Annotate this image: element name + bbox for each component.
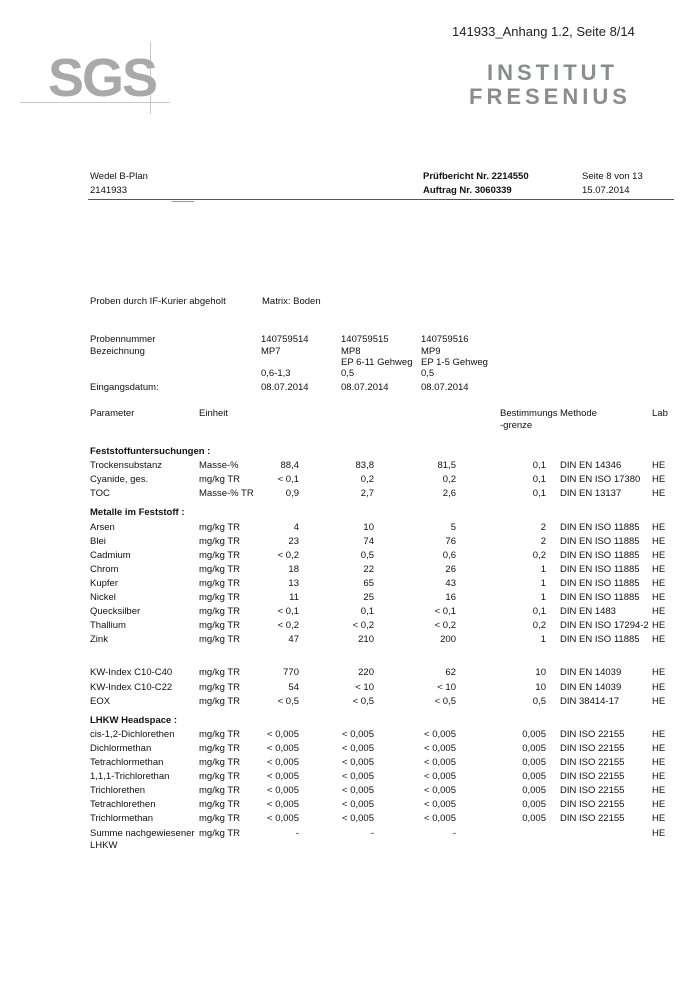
method-cell: DIN EN 14039	[560, 667, 622, 679]
lab-cell: HE	[652, 563, 666, 575]
sample-3-value: 0,2	[442, 474, 456, 486]
sample-1-value: 88,4	[280, 460, 299, 472]
unit-cell: mg/kg TR	[199, 813, 241, 825]
method-cell: DIN ISO 22155	[560, 785, 625, 797]
unit-cell: mg/kg TR	[199, 771, 241, 783]
method-cell: DIN EN ISO 11885	[560, 563, 640, 575]
sample-1-value: < 0,005	[267, 785, 299, 797]
lab-cell: HE	[652, 620, 666, 632]
sample-3-value: < 0,1	[434, 606, 456, 618]
sample-1-value: < 0,1	[277, 606, 299, 618]
header-rule-mark	[172, 201, 194, 202]
sample-3-value: < 0,005	[424, 757, 456, 768]
sample-2-value: 22	[363, 563, 374, 575]
method-cell: DIN 38414-17	[560, 695, 620, 707]
method-cell: DIN EN ISO 11885	[560, 577, 640, 589]
sgs-logo	[44, 48, 164, 112]
sample-3-value: < 0,2	[434, 620, 456, 632]
sample-3-value: 2,6	[442, 488, 456, 500]
method-cell: DIN EN 1483	[560, 606, 616, 618]
page-number: Seite 8 von 13	[582, 171, 643, 182]
method-cell: DIN EN ISO 11885	[560, 592, 640, 603]
method-cell: DIN EN ISO 11885	[560, 634, 640, 646]
parameter-name-continued: LHKW	[90, 839, 118, 851]
sample-1-value: 13	[288, 577, 299, 589]
report-date: 15.07.2014	[582, 185, 630, 196]
limit-value: 0,005	[522, 757, 546, 768]
parameter-name: Zink	[90, 634, 108, 646]
method-cell: DIN ISO 22155	[560, 742, 625, 754]
method-cell: DIN EN ISO 11885	[560, 549, 640, 561]
method-cell: DIN ISO 22155	[560, 771, 625, 783]
limit-value: 2	[540, 535, 546, 547]
project-name: Wedel B-Plan	[90, 171, 148, 182]
unit-cell: mg/kg TR	[199, 606, 241, 618]
received-date-label: Eingangsdatum:	[90, 382, 159, 393]
limit-value: 0,5	[532, 695, 546, 707]
report-number: Prüfbericht Nr. 2214550	[423, 171, 529, 182]
parameter-name: cis-1,2-Dichlorethen	[90, 728, 175, 740]
sgs-logo-text: SGS	[48, 48, 157, 108]
sample-1-value: < 0,005	[267, 757, 299, 768]
lab-cell: HE	[652, 813, 666, 825]
limit-value: 10	[535, 681, 546, 693]
sample-number-label: Probennummer	[90, 334, 156, 345]
section-heading: LHKW Headspace :	[90, 714, 178, 726]
sample-1-value: 4	[293, 521, 299, 533]
sample-2-value: < 0,5	[352, 695, 374, 707]
sample-1-value: -	[295, 827, 299, 839]
sample-2-value: < 0,005	[342, 813, 374, 825]
sample-1-value: < 0,5	[277, 695, 299, 707]
sample-2-value: < 0,005	[342, 799, 374, 811]
limit-value: 1	[540, 592, 546, 603]
unit-cell: mg/kg TR	[199, 695, 241, 707]
sample-1-value: 770	[283, 667, 299, 679]
sample-1-value: < 0,005	[267, 813, 299, 825]
lab-cell: HE	[652, 827, 666, 839]
lab-cell: HE	[652, 634, 666, 646]
method-cell: DIN EN 14039	[560, 681, 622, 693]
limit-value: 0,1	[532, 460, 546, 472]
parameter-name: Summe nachgewiesener	[90, 827, 195, 839]
sample-3-value: < 0,005	[424, 799, 456, 811]
lab-cell: HE	[652, 757, 666, 768]
column-header-parameter: Parameter	[90, 408, 135, 419]
unit-cell: mg/kg TR	[199, 474, 241, 486]
sample-2-value: 83,8	[355, 460, 374, 472]
parameter-name: Kupfer	[90, 577, 118, 589]
method-cell: DIN EN 14346	[560, 460, 622, 472]
unit-cell: Masse-%	[199, 460, 239, 472]
sample-1-depth: 0,6-1,3	[261, 368, 291, 379]
lab-cell: HE	[652, 606, 666, 618]
lab-cell: HE	[652, 474, 666, 486]
limit-value: 0,1	[532, 474, 546, 486]
sample-2-name: MP8	[341, 346, 361, 357]
method-cell: DIN ISO 22155	[560, 799, 625, 811]
limit-value: 1	[540, 634, 546, 646]
parameter-name: Arsen	[90, 521, 115, 533]
method-cell: DIN ISO 22155	[560, 728, 625, 740]
sample-1-value: 11	[289, 592, 299, 603]
unit-cell: mg/kg TR	[199, 521, 241, 533]
parameter-name: Trichlorethen	[90, 785, 146, 797]
sample-2-value: 220	[358, 667, 374, 679]
lab-cell: HE	[652, 695, 666, 707]
sample-1-value: < 0,005	[267, 799, 299, 811]
sample-2-value: 2,7	[360, 488, 374, 500]
sample-1-value: 23	[288, 535, 299, 547]
method-cell: DIN ISO 22155	[560, 813, 625, 825]
unit-cell: mg/kg TR	[199, 563, 241, 575]
sample-2-number: 140759515	[341, 334, 389, 345]
limit-value: 0,005	[522, 771, 546, 783]
section-heading: Metalle im Feststoff :	[90, 507, 185, 519]
sample-1-value: 54	[288, 681, 299, 693]
lab-cell: HE	[652, 549, 666, 561]
sample-2-value: < 0,005	[342, 771, 374, 783]
sample-3-value: < 0,005	[424, 771, 456, 783]
lab-cell: HE	[652, 799, 666, 811]
unit-cell: mg/kg TR	[199, 549, 241, 561]
sample-3-value: 76	[445, 535, 456, 547]
column-header-limit: Bestimmungs	[500, 408, 558, 419]
document-reference: 141933_Anhang 1.2, Seite 8/14	[452, 24, 635, 39]
sample-3-value: -	[452, 827, 456, 839]
sample-1-value: < 0,005	[267, 771, 299, 783]
lab-cell: HE	[652, 742, 666, 754]
sample-2-date: 08.07.2014	[341, 382, 389, 393]
parameter-name: EOX	[90, 695, 111, 707]
limit-value: 0,1	[532, 606, 546, 618]
unit-cell: mg/kg TR	[199, 667, 241, 679]
sample-2-value: < 0,005	[342, 757, 374, 768]
limit-value: 0,005	[522, 728, 546, 740]
unit-cell: mg/kg TR	[199, 634, 241, 646]
lab-cell: HE	[652, 535, 666, 547]
sample-2-depth: 0,5	[341, 368, 355, 379]
sample-3-value: 62	[445, 667, 456, 679]
limit-value: 0,005	[522, 742, 546, 754]
sample-1-date: 08.07.2014	[261, 382, 309, 393]
method-cell: DIN EN ISO 11885	[560, 521, 640, 533]
sample-3-value: 5	[450, 521, 456, 533]
column-header-limit-2: -grenze	[500, 420, 533, 431]
parameter-name: Trichlormethan	[90, 813, 154, 825]
parameter-name: Dichlormethan	[90, 742, 152, 754]
sample-2-value: < 0,005	[342, 742, 374, 754]
header-rule	[88, 199, 674, 200]
sample-3-value: 81,5	[437, 460, 456, 472]
sample-2-value: < 0,005	[342, 785, 374, 797]
sample-1-value: < 0,005	[267, 742, 299, 754]
sample-3-value: < 0,005	[424, 813, 456, 825]
unit-cell: mg/kg TR	[199, 535, 241, 547]
limit-value: 0,2	[532, 549, 546, 561]
sample-1-value: < 0,2	[277, 620, 299, 632]
lab-cell: HE	[652, 681, 666, 693]
unit-cell: mg/kg TR	[199, 728, 241, 740]
sample-2-value: < 10	[355, 681, 374, 693]
sample-1-value: 0,9	[285, 488, 299, 500]
parameter-name: Tetrachlorethen	[90, 799, 156, 811]
sample-3-value: 16	[445, 592, 456, 603]
limit-value: 0,2	[532, 620, 546, 632]
sample-2-value: 10	[363, 521, 374, 533]
method-cell: DIN EN 13137	[560, 488, 622, 500]
sample-3-value: < 0,5	[434, 695, 456, 707]
lab-cell: HE	[652, 785, 666, 797]
sample-2-value: 65	[363, 577, 374, 589]
unit-cell: Masse-% TR	[199, 488, 254, 500]
parameter-name: Cadmium	[90, 549, 131, 561]
sample-designation-label: Bezeichnung	[90, 346, 145, 357]
institut-logo-line1: INSTITUT	[487, 60, 618, 85]
method-cell: DIN EN ISO 11885	[560, 535, 640, 547]
sample-3-value: 26	[445, 563, 456, 575]
lab-cell: HE	[652, 771, 666, 783]
parameter-name: Nickel	[90, 592, 116, 603]
sample-3-name: MP9	[421, 346, 441, 357]
sample-2-value: 210	[358, 634, 374, 646]
unit-cell: mg/kg TR	[199, 799, 241, 811]
column-header-lab: Lab	[652, 408, 668, 419]
column-header-unit: Einheit	[199, 408, 229, 419]
method-cell: DIN EN ISO 17380	[560, 474, 641, 486]
parameter-name: Blei	[90, 535, 106, 547]
limit-value: 1	[540, 563, 546, 575]
limit-value: 0,005	[522, 785, 546, 797]
project-number: 2141933	[90, 185, 127, 196]
sample-2-value: 25	[363, 592, 374, 603]
parameter-name: Quecksilber	[90, 606, 141, 618]
parameter-name: Tetrachlormethan	[90, 757, 164, 768]
limit-value: 0,1	[532, 488, 546, 500]
method-cell: DIN ISO 22155	[560, 757, 625, 768]
sample-3-number: 140759516	[421, 334, 469, 345]
sample-2-value: 0,5	[360, 549, 374, 561]
sample-1-value: 18	[288, 563, 299, 575]
unit-cell: mg/kg TR	[199, 620, 241, 632]
lab-cell: HE	[652, 592, 666, 603]
sample-2-value: 0,1	[360, 606, 374, 618]
lab-cell: HE	[652, 460, 666, 472]
limit-value: 0,005	[522, 799, 546, 811]
parameter-name: KW-Index C10-C40	[90, 667, 173, 679]
sample-1-value: < 0,005	[267, 728, 299, 740]
unit-cell: mg/kg TR	[199, 757, 241, 768]
sample-3-value: < 0,005	[424, 785, 456, 797]
unit-cell: mg/kg TR	[199, 827, 241, 839]
lab-cell: HE	[652, 577, 666, 589]
sample-3-value: < 0,005	[424, 742, 456, 754]
limit-value: 0,005	[522, 813, 546, 825]
lab-cell: HE	[652, 728, 666, 740]
method-cell: DIN EN ISO 17294-2	[560, 620, 649, 632]
sample-3-depth: 0,5	[421, 368, 435, 379]
limit-value: 1	[540, 577, 546, 589]
sample-2-value: < 0,005	[342, 728, 374, 740]
order-number: Auftrag Nr. 3060339	[423, 185, 512, 196]
institut-logo-line2: FRESENIUS	[469, 84, 631, 109]
unit-cell: mg/kg TR	[199, 785, 241, 797]
sample-1-number: 140759514	[261, 334, 309, 345]
limit-value: 2	[540, 521, 546, 533]
lab-cell: HE	[652, 488, 666, 500]
delivery-note: Proben durch IF-Kurier abgeholt	[90, 296, 226, 307]
sample-1-value: < 0,1	[277, 474, 299, 486]
sample-2-desc: EP 6-11 Gehweg	[341, 357, 413, 368]
sample-2-value: 74	[363, 535, 374, 547]
sample-3-desc: EP 1-5 Gehweg	[421, 357, 488, 368]
sample-2-value: < 0,2	[352, 620, 374, 632]
unit-cell: mg/kg TR	[199, 742, 241, 754]
parameter-name: TOC	[90, 488, 110, 500]
sample-3-value: < 0,005	[424, 728, 456, 740]
sample-3-value: < 10	[437, 681, 456, 693]
unit-cell: mg/kg TR	[199, 577, 241, 589]
sample-3-date: 08.07.2014	[421, 382, 469, 393]
parameter-name: Cyanide, ges.	[90, 474, 149, 486]
column-header-method: Methode	[560, 408, 597, 419]
lab-cell: HE	[652, 521, 666, 533]
sample-1-value: < 0,2	[277, 549, 299, 561]
sample-2-value: -	[370, 827, 374, 839]
parameter-name: Thallium	[90, 620, 126, 632]
section-heading: Feststoffuntersuchungen :	[90, 446, 211, 457]
parameter-name: Trockensubstanz	[90, 460, 162, 472]
sample-1-value: 47	[288, 634, 299, 646]
sample-3-value: 0,6	[442, 549, 456, 561]
sample-2-value: 0,2	[360, 474, 374, 486]
sample-3-value: 200	[440, 634, 456, 646]
parameter-name: 1,1,1-Trichlorethan	[90, 771, 170, 783]
matrix-label: Matrix: Boden	[262, 296, 321, 307]
unit-cell: mg/kg TR	[199, 592, 241, 603]
unit-cell: mg/kg TR	[199, 681, 241, 693]
sample-3-value: 43	[445, 577, 456, 589]
parameter-name: Chrom	[90, 563, 119, 575]
sample-1-name: MP7	[261, 346, 281, 357]
parameter-name: KW-Index C10-C22	[90, 681, 173, 693]
lab-cell: HE	[652, 667, 666, 679]
limit-value: 10	[535, 667, 546, 679]
